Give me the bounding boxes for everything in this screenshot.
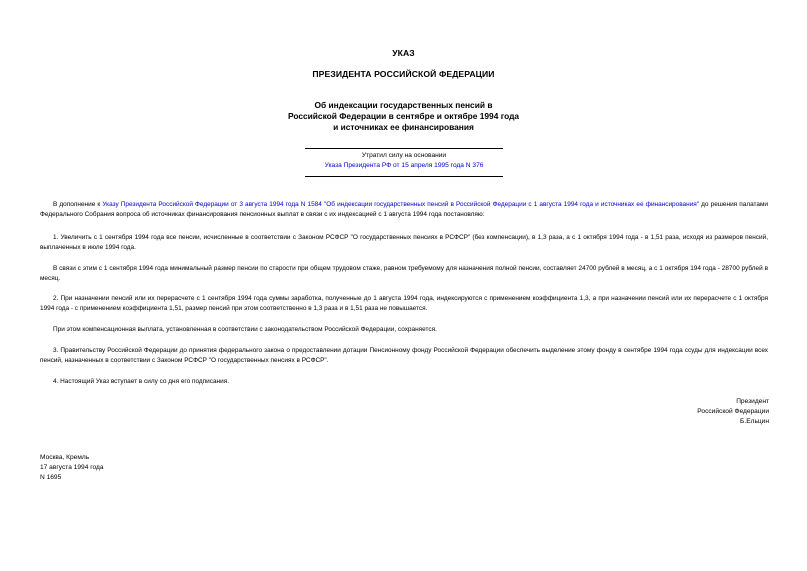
paragraph-6 [40, 377, 768, 387]
signature-block [697, 397, 769, 428]
intro-prefix: В дополнение к [53, 201, 103, 208]
base-decree-link[interactable]: Указу Президента Российской Федерации от 3 августа 1994 года N 1584 "Об индексации государственных пенсий в Российской Федерации с 1 августа 1994 года и источниках ее финансирования" [102, 201, 700, 208]
signing-date: 17 августа 1994 года [40, 464, 104, 472]
heading-line: Российской Федерации в сентябре и октябре 1994 года [287, 111, 520, 121]
signatory-name: Б.Ельцин [740, 418, 769, 426]
issuer-title: ПРЕЗИДЕНТА РОССИЙСКОЙ ФЕДЕРАЦИИ [312, 69, 495, 79]
paragraph-5 [40, 346, 768, 366]
paragraph-text: При этом компенсационная выплата, установленная в соответствии с законодательством Российской Федерации, сохраняется. [53, 326, 437, 333]
intro-paragraph [40, 200, 768, 220]
paragraph-text: 4. Настоящий Указ вступает в силу со дня его подписания. [53, 378, 229, 385]
paragraph-3 [40, 294, 768, 314]
paragraph-text: 2. При назначении пенсий или их перерасчете с 1 сентября 1994 года суммы заработка, полученные до 1 августа 1994 года, индексируются с применением коэффициента 1,3, а при назначении пенсий или их перерасчете с 1 октября 1994 года - с применением коэффициента 1,51, размер пенсий при этом соответственно в 1,3 раза и в 1,51 раза не повышается. [40, 295, 768, 313]
paragraph-4 [40, 325, 768, 335]
signing-details [40, 453, 104, 484]
paragraph-text: 3. Правительству Российской Федерации до принятия федерального закона о предоставлении дотации Пенсионному фонду Российской Федерации обеспечить выделение этому фонду в сентябре 1994 года ссуды для индексации всех пенсий, назначенных в соответствии с Законом РСФСР "О государственных пенсиях в РСФСР". [40, 347, 768, 365]
repeal-decree-link[interactable]: Указа Президента РФ от 15 апреля 1995 года N 376 [324, 162, 484, 169]
paragraph-text: 1. Увеличить с 1 сентября 1994 года все пенсии, исчисленные в соответствии с Законом РСФСР "О государственных пенсиях в РСФСР" (без компенсации), в 1,3 раза, а с 1 октября 1994 года - в 1,51 раза, исходя из размеров пенсий, выплаченных в июле 1994 года. [40, 234, 768, 252]
heading-line: Об индексации государственных пенсий в [314, 100, 493, 110]
decree-number: N 1695 [40, 474, 62, 482]
signatory-role: Президент [736, 398, 769, 405]
paragraph-2 [40, 264, 768, 284]
status-note-link[interactable] [305, 161, 503, 171]
document-heading [0, 100, 807, 133]
signatory-org: Российской Федерации [697, 408, 769, 416]
status-divider-top [305, 148, 503, 149]
signing-place: Москва, Кремль [40, 454, 90, 461]
status-divider-bottom [305, 176, 503, 177]
intro-suffix: до решения палатами Федерального Собрания вопроса об источниках финансирования пенсионных выплат в связи с их индексацией с 1 августа 1994 года постановляю: [40, 201, 768, 219]
heading-line: и источниках ее финансирования [333, 122, 474, 132]
paragraph-1 [40, 233, 768, 253]
status-note-text: Утратил силу на основании [361, 152, 447, 159]
paragraph-text: В связи с этим с 1 сентября 1994 года минимальный размер пенсии по старости при общем трудовом стаже, равном требуемому для назначения полной пенсии, составляет 24700 рублей в месяц, а с 1 октября 194 года - 28700 рублей в месяц. [40, 265, 768, 283]
document-type-title: УКАЗ [392, 48, 415, 58]
